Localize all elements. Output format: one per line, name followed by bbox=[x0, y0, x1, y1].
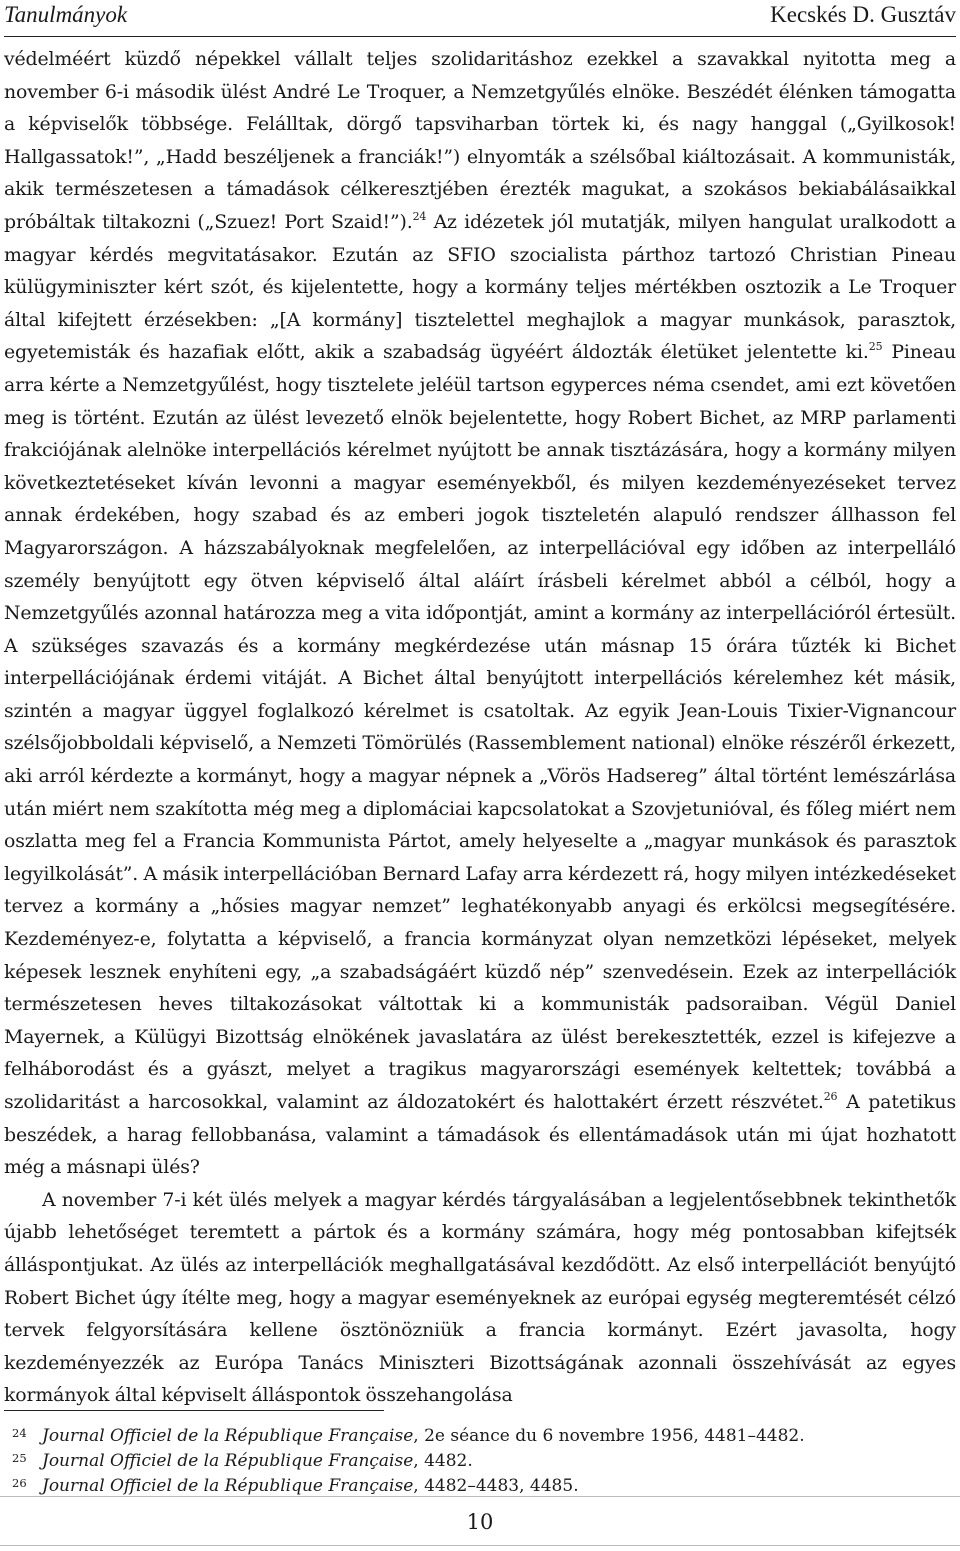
footnote-ref-26[interactable]: 26 bbox=[823, 1090, 838, 1103]
footnote-ref-24[interactable]: 24 bbox=[412, 209, 427, 223]
text-run: Pineau arra kérte a Nemzetgyűlést, hogy tisztelete jeléül tartson egyperces néma csendet, ami ezt követően meg is történt. Ezután az ülést levezető elnök bejelentette, hogy Robert Bichet, az MRP parlamenti frakciójának alelnöke interpellációs kérelmet nyújtott be annak tisztázására, hogy a kormány milyen következtetéseket kíván levonni a magyar eseményekből, és milyen kezdeményezéseket tervez annak érdekében, hogy szabad és az emberi jogok tiszteletén alapuló rendszer állhasson fel Magyarországon. A házszabályoknak megfelelően, az interpellációval egy időben az interpelláló személy benyújtott egy ötven képviselő által aláírt írásbeli kérelmet abból a célból, hogy a Nemzetgyűlés azonnal határozza meg a vita időpontját, amint a kormány az interpellációról értesült. A szükséges szavazás és a kormány megkérdezése után másnap 15 órára tűzték ki Bichet interpellációjának érdemi vitáját. A Bichet által benyújtott interpellációs kérelemhez két másik, szintén a magyar üggyel foglalkozó kérelmet is csatoltak. Az egyik Jean-Louis Tixier-Vignancour szélsőjobboldali képviselő, a Nemzeti Tömörülés (Rassemblement national) elnöke részéről érkezett, aki arról kérdezte a kormányt, hogy a magyar népnek a „Vörös Hadsereg” által történt lemészárlása után miért nem szakította még meg a diplomáciai kapcsolatokat a Szovjetunióval, és főleg miért nem oszlatta meg fel a Francia Kommunista Pártot, amely helyeselte a „magyar munkások és parasztok legyilkolását”. A másik interpellációban Bernard Lafay arra kérdezett rá, hogy milyen intézkedéseket tervez a kormány a „hősies magyar nemzet” leghatékonyabb anyagi és erkölcsi megsegítésére. Kezdeményez-e, folytatta a képviselő, a francia kormányzat olyan nemzetközi lépéseket, melyek képesek lesznek enyhíteni egy, „a szabadságáért küzdő nép” szenvedésein. Ezek az interpellációk természetesen heves tiltakozásokat váltottak ki a kommunisták padsoraiban. Végül Daniel Mayernek, a Külügyi Bizottság elnökének javaslatára az ülést berekesztették, ezzel is kifejezve a felháborodást és a gyászt, melyet a tragikus magyarországi események keltettek; továbbá a szolidaritást a harcosokkal, valamint az áldozatokért és halottakért érzett részvétet. bbox=[4, 341, 956, 1113]
footnote-separator bbox=[4, 1410, 384, 1411]
paragraph-1 bbox=[4, 43, 956, 1184]
footnote-number: 24 bbox=[12, 1426, 27, 1440]
text-run: védelméért küzdő népekkel vállalt teljes szolidaritáshoz ezekkel a szavakkal nyitotta meg a november 6-i második ülést André Le Troquer, a Nemzetgyűlés elnöke. Beszédét élénken támogatta a képviselők többsége. Felálltak, dörgő tapsviharban törtek ki, és nagy hanggal („Gyilkosok! Hallgassatok!”, „Hadd beszéljenek a franciák!”) elnyomták a szélsőbal kiáltozásait. A kommunisták, akik természetesen a támadások célkeresztjében érezték magukat, a szokásos bekiabálásaikkal próbáltak tiltakozni („Szuez! Port Szaid!”). bbox=[4, 48, 956, 233]
footnote-detail: , 4482. bbox=[413, 1451, 473, 1471]
page-number: 10 bbox=[466, 1510, 494, 1534]
footnote-24 bbox=[4, 1424, 956, 1449]
text-run: A patetikus beszédek, a harag fellobbanása, valamint a támadások és ellentámadások után mi újat hozhatott még a másnapi ülés? bbox=[4, 1091, 956, 1179]
footnote-number: 26 bbox=[12, 1476, 27, 1490]
footnote-source-title: Journal Officiel de la République Française bbox=[42, 1476, 414, 1496]
footnote-ref-25[interactable]: 25 bbox=[868, 340, 883, 354]
footnote-source-title: Journal Officiel de la République Française bbox=[42, 1451, 414, 1471]
running-header bbox=[4, 0, 956, 37]
footnote-25 bbox=[4, 1449, 956, 1474]
footnotes bbox=[4, 1424, 956, 1499]
footnote-detail: , 4482–4483, 4485. bbox=[413, 1476, 579, 1496]
footnote-source-title: Journal Officiel de la République Française bbox=[42, 1426, 414, 1446]
main-text bbox=[4, 43, 956, 1412]
footnote-detail: , 2e séance du 6 novembre 1956, 4481–4482. bbox=[413, 1426, 805, 1446]
paragraph-2: A november 7-i két ülés melyek a magyar kérdés tárgyalásában a legjelentősebbnek tekinthetők újabb lehetőséget teremtett a pártok és a kormány számára, hogy még pontosabban kifejtsék álláspontjukat. Az ülés az interpellációk meghallgatásával kezdődött. Az első interpellációt benyújtó Robert Bichet úgy ítélte meg, hogy a magyar eseményeknek az európai egység megteremtését célzó tervek felgyorsítására kellene ösztönözniük a francia kormányt. Ezért javasolta, hogy kezdeményezzék az Európa Tanács Miniszteri Bizottságának azonnali összehívását az egyes kormányok által képviselt álláspontok összehangolása bbox=[4, 1188, 956, 1407]
text-run: Az idézetek jól mutatják, milyen hangulat uralkodott a magyar kérdés megvitatásakor. Ezután az SFIO szocialista párthoz tartozó Christian Pineau külügyminiszter kért szót, és kijelentette, hogy a kormány teljes mértékben osztozik a Le Troquer által kifejtett érzésekben: „[A kormány] tisztelettel meghajlok a magyar munkások, parasztok, egyetemisták és hazafiak előtt, akik a szabadság ügyéért áldozták életüket jelentette ki. bbox=[4, 210, 957, 364]
author-name: Kecskés D. Gusztáv bbox=[770, 2, 956, 27]
section-title: Tanulmányok bbox=[4, 2, 128, 27]
footnote-number: 25 bbox=[12, 1451, 27, 1465]
